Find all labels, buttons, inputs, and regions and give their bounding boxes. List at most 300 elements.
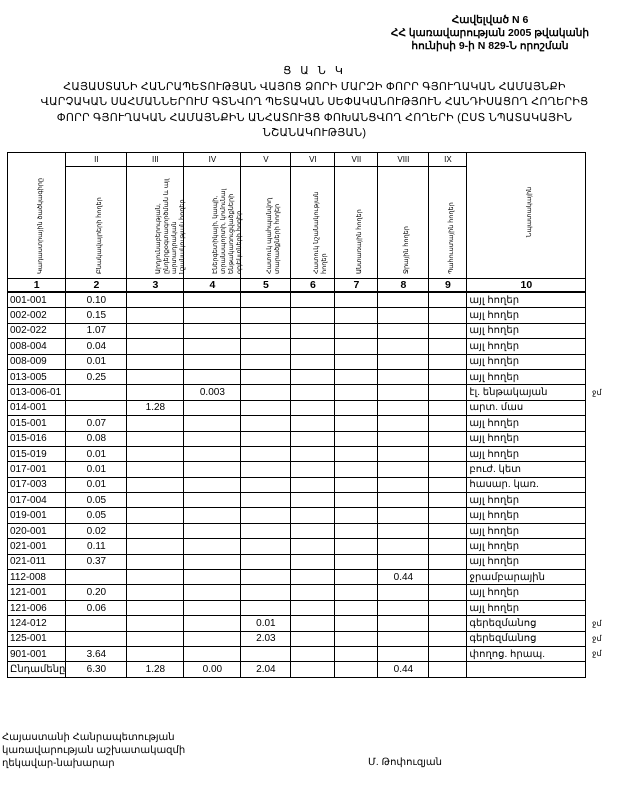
area-cell (66, 616, 127, 631)
area-cell: 1.28 (127, 662, 184, 677)
area-cell (127, 493, 184, 508)
area-cell (241, 385, 291, 400)
table-body (8, 292, 586, 677)
area-cell (291, 600, 335, 615)
area-cell (241, 339, 291, 354)
purpose-cell: այլ հողեր (467, 431, 586, 446)
roman-II: II (66, 153, 127, 167)
table-row (8, 493, 586, 508)
column-header-3: Արդյունաբերության, ընդերքօգտագործման և այլ արտադրական նշանակության հողեր (127, 167, 184, 279)
purpose-cell: փողոց. հրապ. (467, 646, 586, 661)
area-cell (291, 385, 335, 400)
area-cell: 2.04 (241, 662, 291, 677)
area-cell (429, 385, 467, 400)
column-header-5: Հատուկ պահպանվող տարածքների հողեր (241, 167, 291, 279)
area-cell (241, 493, 291, 508)
area-cell (291, 431, 335, 446)
purpose-cell: այլ հողեր (467, 523, 586, 538)
purpose-cell: այլ հողեր (467, 292, 586, 308)
area-cell (335, 493, 378, 508)
table-row (8, 600, 586, 615)
side-mark: ջմ (592, 649, 602, 659)
total-row (8, 662, 586, 677)
area-cell (335, 339, 378, 354)
purpose-cell: այլ հողեր (467, 416, 586, 431)
area-cell (378, 585, 429, 600)
area-cell (335, 508, 378, 523)
area-cell (429, 400, 467, 415)
purpose-cell: այլ հողեր (467, 493, 586, 508)
area-cell (429, 354, 467, 369)
area-cell (127, 600, 184, 615)
area-cell (291, 323, 335, 338)
area-cell (291, 462, 335, 477)
cadastral-code-cell: 124-012 (8, 616, 66, 631)
area-cell (335, 662, 378, 677)
area-cell: 0.15 (66, 308, 127, 323)
purpose-cell: այլ հողեր (467, 308, 586, 323)
area-cell (335, 400, 378, 415)
area-cell (127, 369, 184, 384)
area-cell (378, 339, 429, 354)
area-cell (184, 477, 241, 492)
area-cell (241, 416, 291, 431)
roman-VIII: VIII (378, 153, 429, 167)
area-cell (66, 385, 127, 400)
area-cell (378, 431, 429, 446)
area-cell (241, 508, 291, 523)
area-cell: 2.03 (241, 631, 291, 646)
column-number: 8 (378, 279, 429, 293)
table-row (8, 523, 586, 538)
area-cell (127, 292, 184, 308)
cadastral-code-cell: 008-009 (8, 354, 66, 369)
area-cell (429, 616, 467, 631)
cadastral-code-cell: 015-016 (8, 431, 66, 446)
purpose-cell: այլ հողեր (467, 369, 586, 384)
area-cell (127, 446, 184, 461)
area-cell (378, 493, 429, 508)
area-cell (378, 646, 429, 661)
area-cell (378, 354, 429, 369)
area-cell (184, 416, 241, 431)
area-cell: 0.01 (241, 616, 291, 631)
area-cell (127, 308, 184, 323)
signature-line-1: Հայաստանի Հանրապետության (2, 732, 175, 743)
document-title (0, 64, 629, 142)
area-cell (429, 446, 467, 461)
area-cell: 0.44 (378, 570, 429, 585)
signature-line-3: ղեկավար-նախարար (2, 758, 115, 769)
area-cell (241, 446, 291, 461)
area-cell (127, 385, 184, 400)
area-cell (335, 539, 378, 554)
area-cell (291, 585, 335, 600)
signatory-name: Մ. Թոփուզյան (368, 757, 442, 768)
table-row (8, 354, 586, 369)
area-cell: 6.30 (66, 662, 127, 677)
column-number: 2 (66, 279, 127, 293)
area-cell (241, 308, 291, 323)
cadastral-code-cell: 121-001 (8, 585, 66, 600)
area-cell: 0.07 (66, 416, 127, 431)
area-cell (378, 631, 429, 646)
table-row (8, 616, 586, 631)
area-cell (127, 431, 184, 446)
area-cell (335, 554, 378, 569)
area-cell: 0.003 (184, 385, 241, 400)
area-cell (335, 631, 378, 646)
area-cell (241, 431, 291, 446)
area-cell (429, 570, 467, 585)
area-cell (429, 539, 467, 554)
area-cell: 0.20 (66, 585, 127, 600)
area-cell (241, 354, 291, 369)
area-cell (184, 508, 241, 523)
area-cell: 0.05 (66, 508, 127, 523)
purpose-cell: այլ հողեր (467, 508, 586, 523)
area-cell (378, 477, 429, 492)
area-cell (291, 400, 335, 415)
area-cell: 1.28 (127, 400, 184, 415)
area-cell (335, 369, 378, 384)
area-cell (127, 354, 184, 369)
cadastral-code-cell: 015-019 (8, 446, 66, 461)
area-cell (184, 400, 241, 415)
area-cell (127, 323, 184, 338)
area-cell (429, 369, 467, 384)
roman-VI: VI (291, 153, 335, 167)
area-cell (378, 554, 429, 569)
area-cell (184, 354, 241, 369)
signature-line-2: կառավարության աշխատակազմի (2, 745, 186, 756)
area-cell (127, 570, 184, 585)
area-cell (291, 554, 335, 569)
area-cell (184, 600, 241, 615)
area-cell (241, 600, 291, 615)
area-cell (378, 323, 429, 338)
column-number: 5 (241, 279, 291, 293)
table-row (8, 308, 586, 323)
cadastral-code-cell: 021-001 (8, 539, 66, 554)
purpose-cell: այլ հողեր (467, 600, 586, 615)
area-cell (335, 354, 378, 369)
cadastral-code-cell: 017-004 (8, 493, 66, 508)
cadastral-code-cell: 901-001 (8, 646, 66, 661)
purpose-cell: այլ հողեր (467, 585, 586, 600)
area-cell (127, 477, 184, 492)
area-cell (127, 523, 184, 538)
area-cell (378, 539, 429, 554)
area-cell (429, 477, 467, 492)
area-cell (127, 339, 184, 354)
area-cell (335, 477, 378, 492)
purpose-cell: էլ. ենթակայան (467, 385, 586, 400)
area-cell: 0.05 (66, 493, 127, 508)
area-cell (429, 631, 467, 646)
area-cell (335, 416, 378, 431)
area-cell (127, 585, 184, 600)
cadastral-code-cell: 001-001 (8, 292, 66, 308)
table-row (8, 631, 586, 646)
area-cell (378, 446, 429, 461)
area-cell: 0.08 (66, 431, 127, 446)
area-cell (335, 616, 378, 631)
purpose-cell: արտ. մաս (467, 400, 586, 415)
area-cell (184, 539, 241, 554)
area-cell (335, 523, 378, 538)
table-row (8, 554, 586, 569)
area-cell: 0.10 (66, 292, 127, 308)
area-cell (429, 308, 467, 323)
column-header-6: Հատուկ նշանակության հողեր (291, 167, 335, 279)
area-cell (291, 616, 335, 631)
area-cell (184, 369, 241, 384)
table-row (8, 416, 586, 431)
purpose-cell: այլ հողեր (467, 354, 586, 369)
table-row (8, 292, 586, 308)
roman-VII: VII (335, 153, 378, 167)
cadastral-code-cell: 125-001 (8, 631, 66, 646)
area-cell (127, 508, 184, 523)
side-mark: ջմ (592, 387, 602, 397)
area-cell (127, 646, 184, 661)
roman-III: III (127, 153, 184, 167)
area-cell: 0.11 (66, 539, 127, 554)
area-cell (291, 662, 335, 677)
area-cell (241, 523, 291, 538)
roman-V: V (241, 153, 291, 167)
area-cell (184, 570, 241, 585)
area-cell (241, 570, 291, 585)
annex-reference (360, 14, 620, 53)
area-cell (184, 446, 241, 461)
area-cell (184, 616, 241, 631)
column-header-7: Անտառային հողեր (335, 167, 378, 279)
area-cell (241, 477, 291, 492)
table-row (8, 585, 586, 600)
area-cell (184, 462, 241, 477)
area-cell (335, 570, 378, 585)
area-cell (429, 523, 467, 538)
area-cell (291, 292, 335, 308)
area-cell (429, 646, 467, 661)
purpose-cell: ջրամբարային (467, 570, 586, 585)
table-row (8, 539, 586, 554)
title-line-1: ՀԱՅԱՍՏԱՆԻ ՀԱՆՐԱՊԵՏՈՒԹՅԱՆ ՎԱՅՈՑ ՁՈՐԻ ՄԱՐԶԻ ՓՈՐՐ ԳՅՈՒՂԱԿԱՆ ՀԱՄԱՅՆՔԻ (63, 80, 566, 93)
table-row (8, 385, 586, 400)
area-cell (335, 646, 378, 661)
table-row (8, 431, 586, 446)
area-cell (378, 508, 429, 523)
area-cell (184, 292, 241, 308)
area-cell (378, 416, 429, 431)
column-header-4: Էներգետիկայի, կապի, տրանսպորտի, կոմունալ ենթակառուցվածքների օբյեկտների հողեր (184, 167, 241, 279)
area-cell (241, 646, 291, 661)
area-cell: 0.01 (66, 477, 127, 492)
area-cell (241, 323, 291, 338)
area-cell (378, 369, 429, 384)
area-cell (429, 600, 467, 615)
area-cell (291, 477, 335, 492)
annex-line-3: հունիսի 9-ի N 829-Ն որոշման (411, 40, 569, 52)
cadastral-code-cell: 017-001 (8, 462, 66, 477)
area-cell (378, 400, 429, 415)
annex-line-2: ՀՀ կառավարության 2005 թվականի (390, 27, 590, 39)
area-cell (184, 523, 241, 538)
area-cell: 3.64 (66, 646, 127, 661)
table-row (8, 508, 586, 523)
area-cell (429, 493, 467, 508)
area-cell (291, 631, 335, 646)
cadastral-code-cell: 008-004 (8, 339, 66, 354)
area-cell (429, 339, 467, 354)
cadastral-code-cell: 014-001 (8, 400, 66, 415)
cadastral-code-cell: 019-001 (8, 508, 66, 523)
area-cell (378, 292, 429, 308)
area-cell (241, 539, 291, 554)
cadastral-code-cell: 017-003 (8, 477, 66, 492)
area-cell (127, 416, 184, 431)
column-number: 3 (127, 279, 184, 293)
area-cell (378, 462, 429, 477)
area-cell (184, 493, 241, 508)
area-cell (335, 600, 378, 615)
area-cell (184, 431, 241, 446)
area-cell (335, 462, 378, 477)
area-cell: 0.44 (378, 662, 429, 677)
column-number: 1 (8, 279, 66, 293)
area-cell (291, 308, 335, 323)
column-number: 9 (429, 279, 467, 293)
area-cell (291, 369, 335, 384)
table-row (8, 646, 586, 661)
purpose-cell: այլ հողեր (467, 554, 586, 569)
area-cell (378, 600, 429, 615)
area-cell (429, 585, 467, 600)
purpose-cell (467, 662, 586, 677)
cadastral-code-cell: 021-011 (8, 554, 66, 569)
column-header-1: Կադաստրային ծածկագիրը (8, 153, 66, 279)
area-cell (184, 339, 241, 354)
cadastral-code-cell: 013-006-01 (8, 385, 66, 400)
area-cell (335, 585, 378, 600)
area-cell (127, 616, 184, 631)
area-cell (66, 400, 127, 415)
area-cell (291, 570, 335, 585)
cadastral-code-cell: 002-002 (8, 308, 66, 323)
area-cell (184, 585, 241, 600)
cadastral-code-cell: 121-006 (8, 600, 66, 615)
title-line-2: ՎԱՐՉԱԿԱՆ ՍԱՀՄԱՆՆԵՐՈՒՄ ԳՏՆՎՈՂ ՊԵՏԱԿԱՆ ՍԵՓԱԿԱՆՈՒԹՅՈՒՆ ՀԱՆԴԻՍԱՑՈՂ ՀՈՂԵՐԻՑ (40, 96, 589, 108)
purpose-cell: գերեզմանոց (467, 631, 586, 646)
cadastral-code-cell: Ընդամենը (8, 662, 66, 677)
area-cell (335, 292, 378, 308)
area-cell (429, 508, 467, 523)
area-cell (241, 400, 291, 415)
column-number-row (8, 279, 586, 293)
area-cell (291, 646, 335, 661)
area-cell (184, 308, 241, 323)
area-cell (291, 493, 335, 508)
area-cell (241, 292, 291, 308)
purpose-cell: այլ հողեր (467, 446, 586, 461)
table-row (8, 462, 586, 477)
area-cell (241, 585, 291, 600)
area-cell (335, 323, 378, 338)
cadastral-code-cell: 002-022 (8, 323, 66, 338)
side-mark: ջմ (592, 618, 602, 628)
cadastral-code-cell: 112-008 (8, 570, 66, 585)
annex-line-1: Հավելված N 6 (451, 14, 529, 26)
area-cell (335, 385, 378, 400)
area-cell (291, 339, 335, 354)
area-cell (378, 308, 429, 323)
area-cell (378, 523, 429, 538)
roman-header-row (8, 153, 586, 167)
area-cell (429, 462, 467, 477)
area-cell: 1.07 (66, 323, 127, 338)
table-row (8, 570, 586, 585)
area-cell (184, 323, 241, 338)
roman-IV: IV (184, 153, 241, 167)
area-cell: 0.01 (66, 354, 127, 369)
column-header-2: Բնակավայրերի հողեր (66, 167, 127, 279)
area-cell (241, 462, 291, 477)
area-cell (429, 662, 467, 677)
area-cell (429, 416, 467, 431)
table-row (8, 369, 586, 384)
area-cell (335, 431, 378, 446)
area-cell (66, 570, 127, 585)
column-number: 10 (467, 279, 586, 293)
area-cell: 0.01 (66, 462, 127, 477)
signature-title (2, 731, 185, 770)
area-cell (291, 416, 335, 431)
purpose-cell: այլ հողեր (467, 323, 586, 338)
cadastral-code-cell: 015-001 (8, 416, 66, 431)
cadastral-code-cell: 013-005 (8, 369, 66, 384)
purpose-cell: բուժ. կետ (467, 462, 586, 477)
area-cell (429, 323, 467, 338)
area-cell (184, 631, 241, 646)
table-row (8, 339, 586, 354)
area-cell (335, 308, 378, 323)
area-cell (291, 354, 335, 369)
column-header-8: Ջրային հողեր (378, 167, 429, 279)
area-cell (291, 523, 335, 538)
purpose-cell: այլ հողեր (467, 339, 586, 354)
side-mark: ջմ (592, 634, 602, 644)
area-cell (127, 631, 184, 646)
area-cell: 0.06 (66, 600, 127, 615)
column-header-10: Նպատակային (467, 153, 586, 279)
purpose-cell: գերեզմանոց (467, 616, 586, 631)
column-number: 6 (291, 279, 335, 293)
area-cell (66, 631, 127, 646)
table-row (8, 400, 586, 415)
area-cell (184, 646, 241, 661)
title-line-4: ՆՇԱՆԱԿՈՒԹՅԱՆ) (262, 127, 367, 139)
area-cell: 0.37 (66, 554, 127, 569)
table-row (8, 446, 586, 461)
purpose-cell: այլ հողեր (467, 539, 586, 554)
area-cell: 0.01 (66, 446, 127, 461)
area-cell (184, 554, 241, 569)
area-cell (291, 508, 335, 523)
table-row (8, 477, 586, 492)
roman-IX: IX (429, 153, 467, 167)
